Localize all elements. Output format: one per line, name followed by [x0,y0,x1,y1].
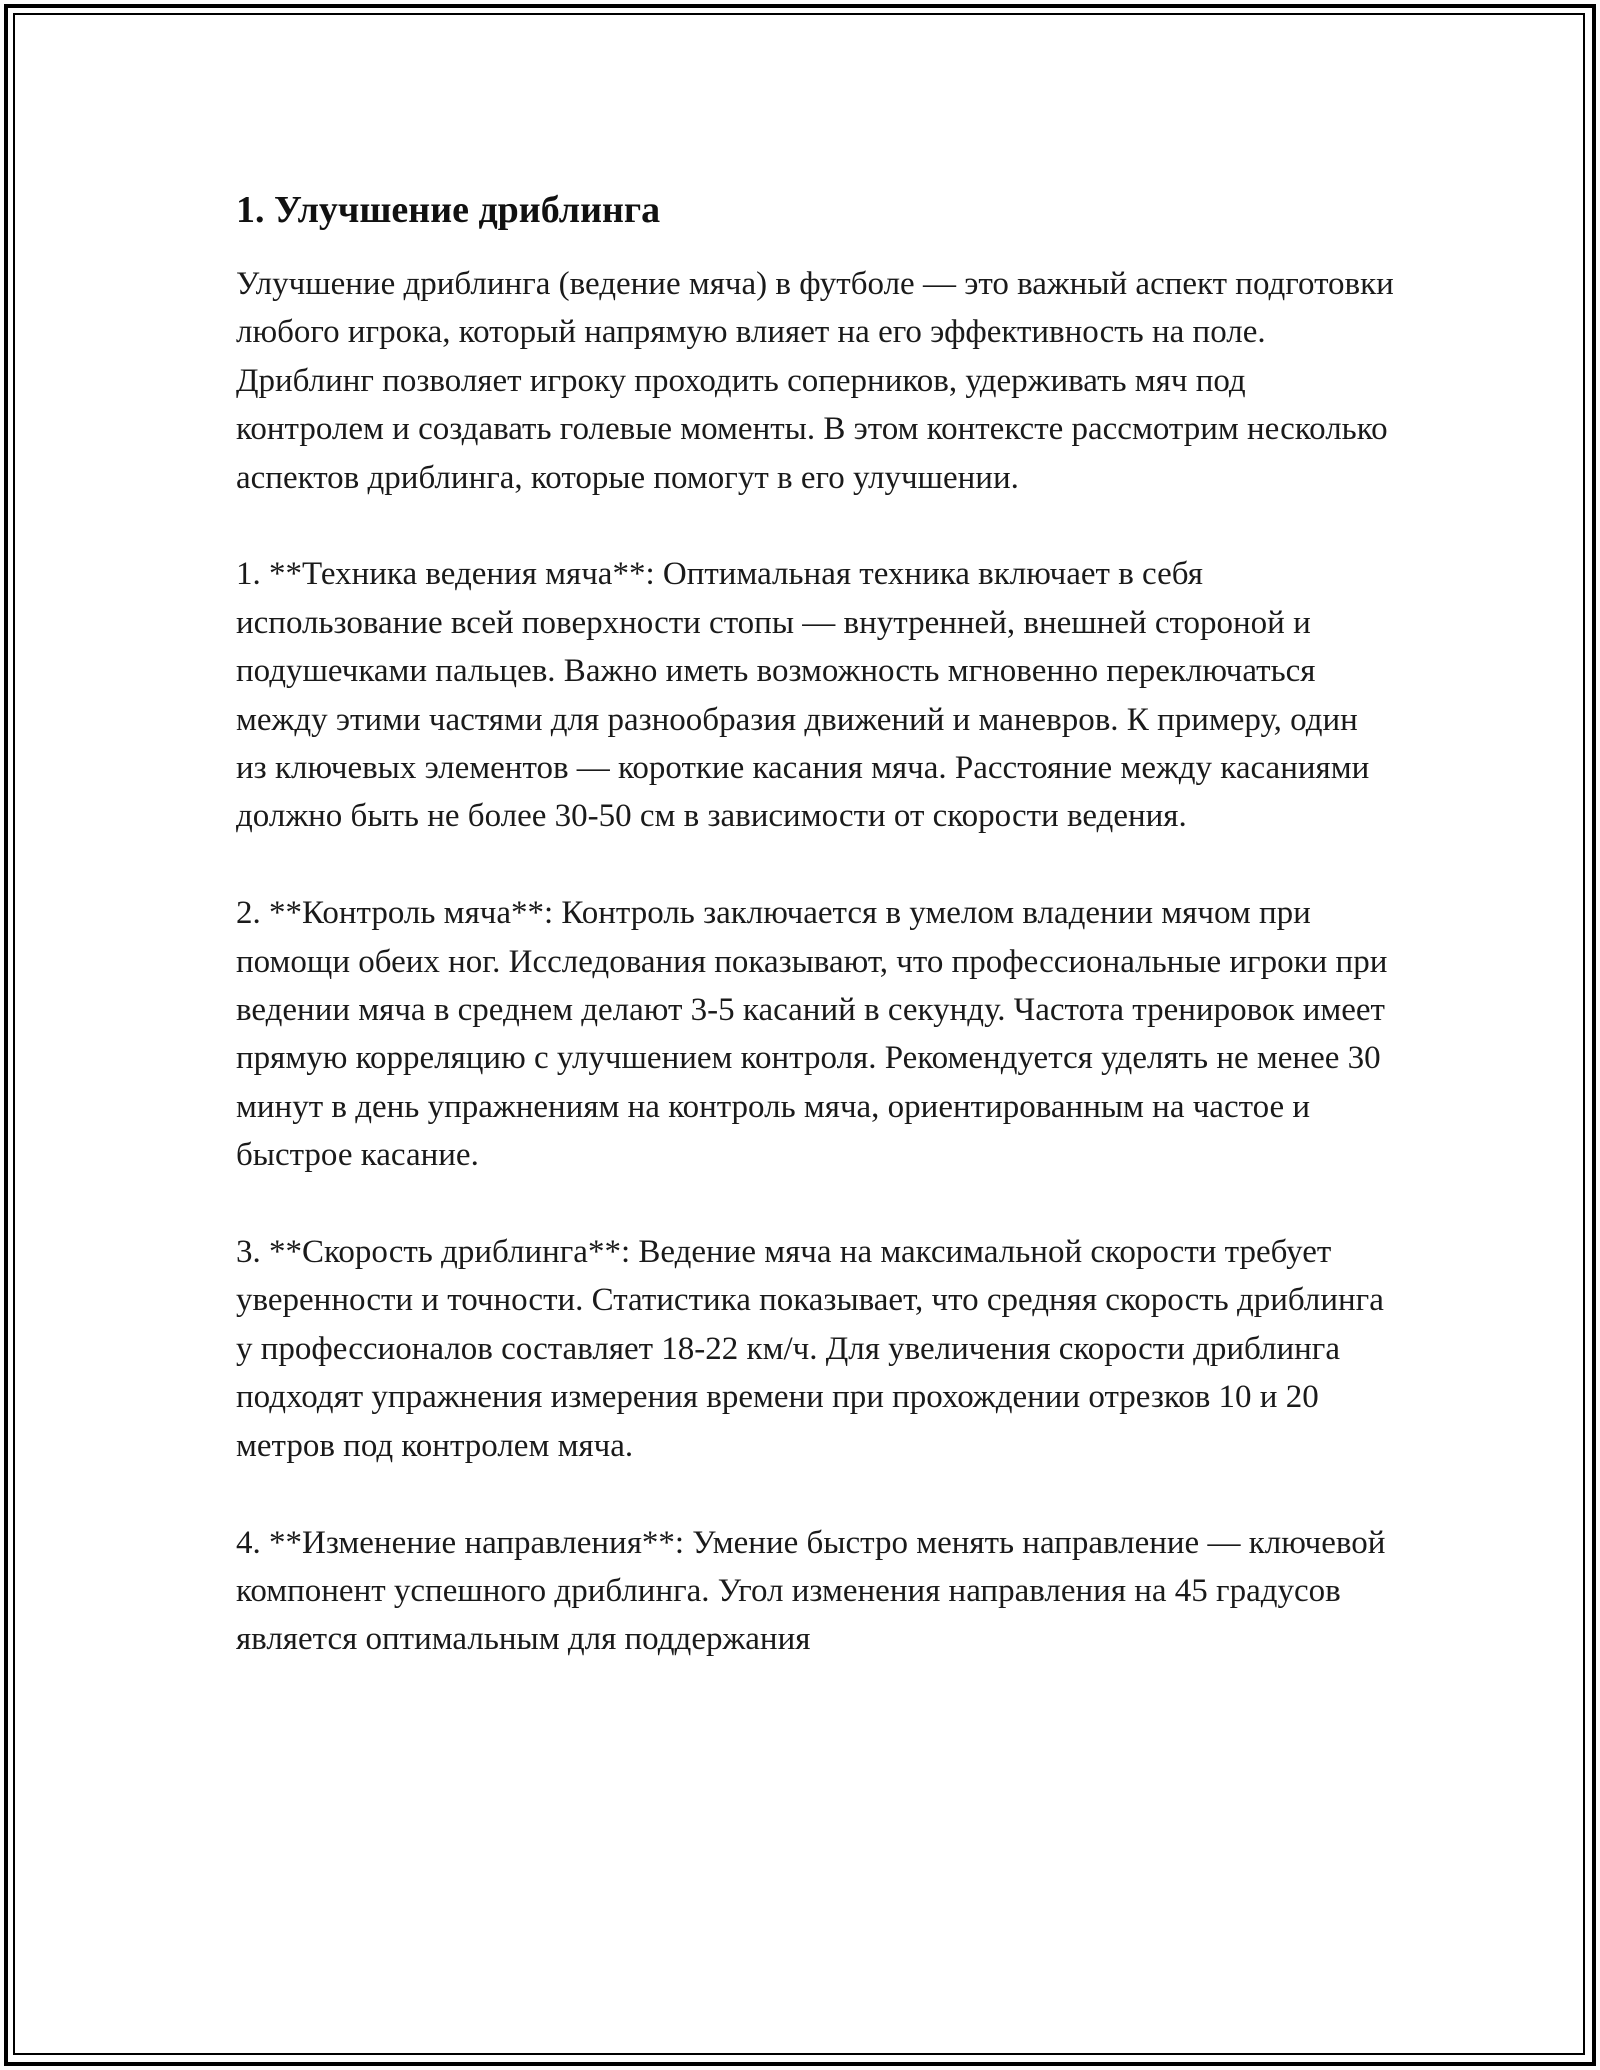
section-heading: 1. Улучшение дриблинга [236,189,661,231]
ball-control-paragraph: 2. **Контроль мяча**: Контроль заключается в умелом владении мячом при помощи обеих ног. Исследования показывают, что профессиональные игроки при ведении мяча в среднем делают 3-5 касаний в секунду. Частота тренировок имеет прямую корреляцию с улучшением контроля. Рекомендуется уделять не менее 30 минут в день упражнениям на контроль мяча, ориентированным на частое и быстрое касание. [236,895,1388,1174]
dribbling-speed-paragraph: 3. **Скорость дриблинга**: Ведение мяча на максимальной скорости требует уверенности и точности. Статистика показывает, что средняя скорость дриблинга у профессионалов составляет 18-22 км/ч. Для увеличения скорости дриблинга подходят упражнения измерения времени при прохождении отрезков 10 и 20 метров под контролем мяча. [236,1234,1384,1464]
intro-paragraph: Улучшение дриблинга (ведение мяча) в футболе — это важный аспект подготовки любого игрока, который напрямую влияет на его эффективность на поле. Дриблинг позволяет игроку проходить соперников, удерживать мяч под контролем и создавать голевые моменты. В этом контексте рассмотрим несколько аспектов дриблинга, которые помогут в его улучшении. [236,266,1394,496]
direction-change-paragraph: 4. **Изменение направления**: Умение быстро менять направление — ключевой компонент успешного дриблинга. Угол изменения направления на 45 градусов является оптимальным для поддержания [236,1524,1386,1658]
document-page [236,186,1396,1712]
dribbling-technique-paragraph: 1. **Техника ведения мяча**: Оптимальная техника включает в себя использование всей поверхности стопы — внутренней, внешней стороной и подушечками пальцев. Важно иметь возможность мгновенно переключаться между этими частями для разнообразия движений и маневров. К примеру, один из ключевых элементов — короткие касания мяча. Расстояние между касаниями должно быть не более 30-50 см в зависимости от скорости ведения. [236,556,1370,835]
